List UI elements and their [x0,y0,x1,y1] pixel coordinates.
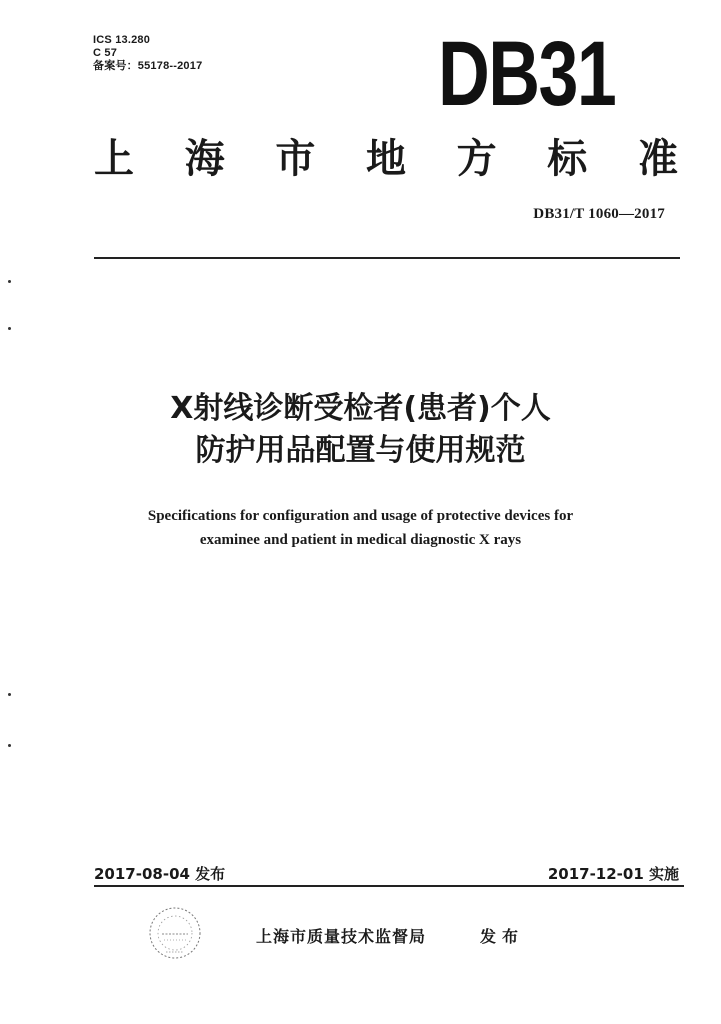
issue-date: 2017-08-04 发布 [94,865,226,883]
scan-mark [8,693,11,696]
english-title-line: examinee and patient in medical diagnostic X rays [199,532,522,548]
chinese-title-line: X射线诊断受检者(患者)个人 [170,391,551,426]
top-divider [94,257,680,259]
standard-type-char: 市 [275,136,316,182]
classification-block [93,34,202,73]
seal-icon [146,904,204,962]
chinese-title [0,388,721,472]
standard-type-heading [94,136,678,182]
ccs-code: C 57 [93,47,118,59]
scan-mark [8,327,11,330]
scan-mark [8,280,11,283]
implementation-date: 2017-12-01 实施 [547,865,679,883]
db31-logo: DB31 [438,23,616,125]
issuing-authority: 上海市质量技术监督局 [256,927,427,946]
standard-type-char: 准 [637,136,678,182]
standard-type-char: 标 [547,136,588,182]
english-title-line: Specifications for configuration and usage of protective devices for [147,508,574,524]
standard-type-char: 海 [184,136,225,182]
publish-label: 发布 [480,927,525,946]
scan-mark [8,744,11,747]
standard-type-char: 上 [94,136,134,182]
english-title [0,504,721,552]
bottom-divider [94,885,684,887]
ics-code: ICS 13.280 [93,34,151,46]
chinese-title-line: 防护用品配置与使用规范 [195,433,526,468]
record-number: 备案号：55178--2017 [93,60,203,72]
standard-type-char: 地 [365,136,406,182]
standard-code: DB31/T 1060—2017 [533,206,665,222]
standard-type-char: 方 [456,136,497,182]
